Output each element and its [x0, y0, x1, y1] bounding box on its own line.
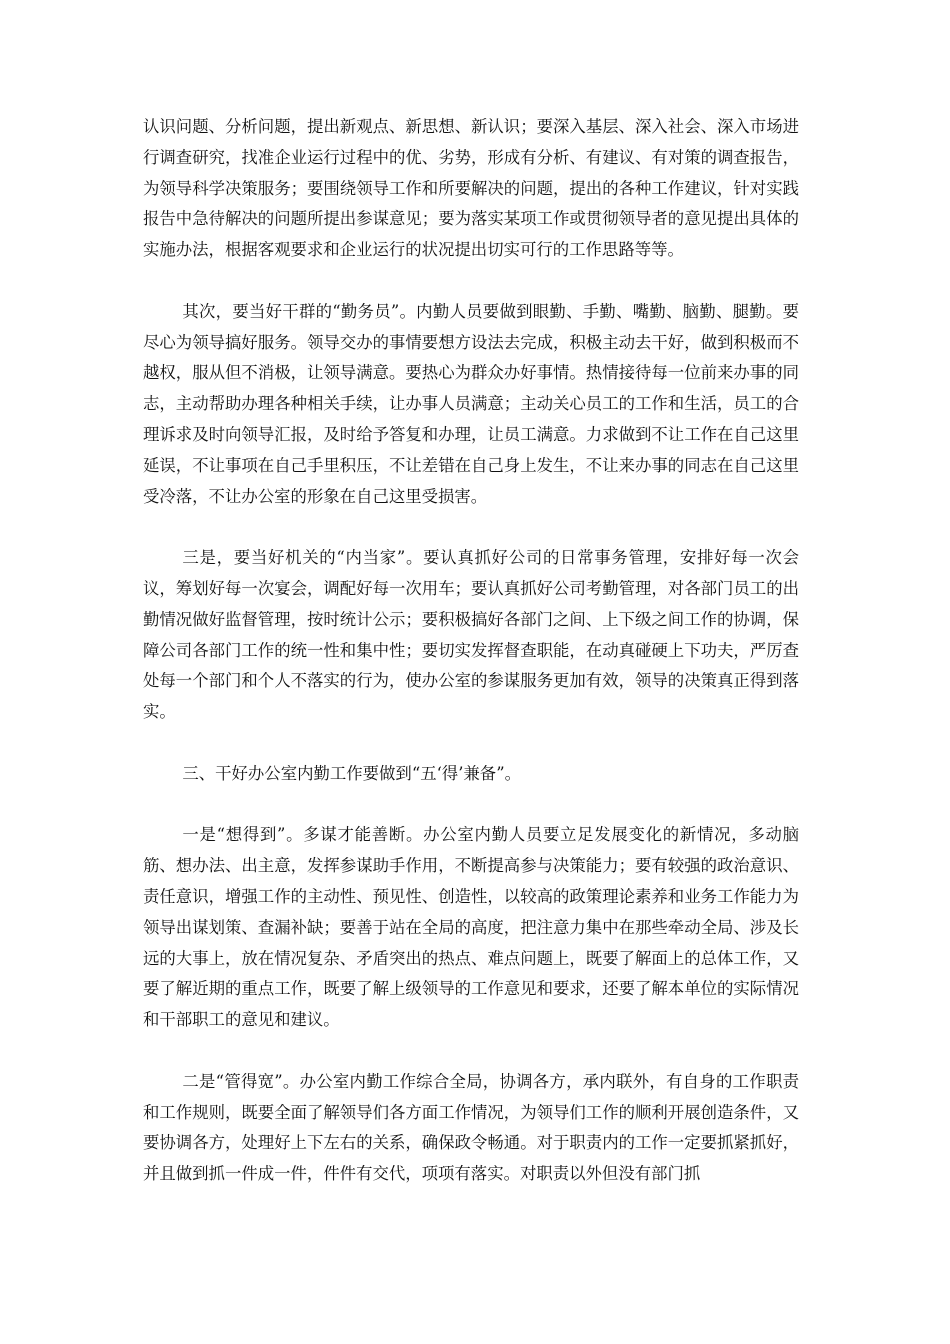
paragraph-manage-broadly: 二是“管得宽”。办公室内勤工作综合全局，协调各方，承内联外，有自身的工作职责和工作规则，既要全面了解领导们各方面工作情况，为领导们工作的顺利开展创造条件，又要协调各方，处理好上下左右的关系，确保政令畅通。对于职责内的工作一定要抓紧抓好，并且做到抓一件成一件，件件有交代，项项有落实。对职责以外但没有部门抓 — [143, 1071, 799, 1184]
paragraph-think-ahead: 一是“想得到”。多谋才能善断。办公室内勤人员要立足发展变化的新情况，多动脑筋、想办法、出主意，发挥参谋助手作用，不断提高参与决策能力；要有较强的政治意识、责任意识，增强工作的主动性、预见性、创造性，以较高的政策理论素养和业务工作能力为领导出谋划策、查漏补缺；要善于站在全局的高度，把注意力集中在那些牵动全局、涉及长远的大事上，放在情况复杂、矛盾突出的热点、难点问题上，既要了解面上的总体工作，又要了解近期的重点工作，既要了解上级领导的工作意见和要求，还要了解本单位的实际情况和干部职工的意见和建议。 — [143, 825, 799, 1030]
paragraph-service-staff: 其次，要当好干群的“勤务员”。内勤人员要做到眼勤、手勤、嘴勤、脑勤、腿勤。要尽心为领导搞好服务。领导交办的事情要想方设法去完成，积极主动去干好，做到积极而不越权，服从但不消极，让领导满意。要热心为群众办好事情。热情接待每一位前来办事的同志，主动帮助办理各种相关手续，让办事人员满意；主动关心员工的工作和生活，员工的合理诉求及时向领导汇报，及时给予答复和办理，让员工满意。力求做到不让工作在自己这里延误，不让事项在自己手里积压，不让差错在自己身上发生，不让来办事的同志在自己这里受冷落，不让办公室的形象在自己这里受损害。 — [143, 301, 799, 506]
paragraph-housekeeper: 三是，要当好机关的“内当家”。要认真抓好公司的日常事务管理，安排好每一次会议，筹划好每一次宴会，调配好每一次用车；要认真抓好公司考勤管理，对各部门员工的出勤情况做好监督管理，按时统计公示；要积极搞好各部门之间、上下级之间工作的协调，保障公司各部门工作的统一性和集中性；要切实发挥督查职能，在动真碰硬上下功夫，严厉查处每一个部门和个人不落实的行为，使办公室的参谋服务更加有效，领导的决策真正得到落实。 — [143, 548, 799, 722]
document-page — [143, 112, 799, 1221]
paragraph-research: 认识问题、分析问题，提出新观点、新思想、新认识；要深入基层、深入社会、深入市场进行调查研究，找准企业运行过程中的优、劣势，形成有分析、有建议、有对策的调查报告，为领导科学决策服务；要围绕领导工作和所要解决的问题，提出的各种工作建议，针对实践报告中急待解决的问题所提出参谋意见；要为落实某项工作或贯彻领导者的意见提出具体的实施办法，根据客观要求和企业运行的状况提出切实可行的工作思路等等。 — [143, 117, 799, 260]
section-heading-five-points: 三、干好办公室内勤工作要做到“五‘得’兼备”。 — [182, 763, 521, 783]
